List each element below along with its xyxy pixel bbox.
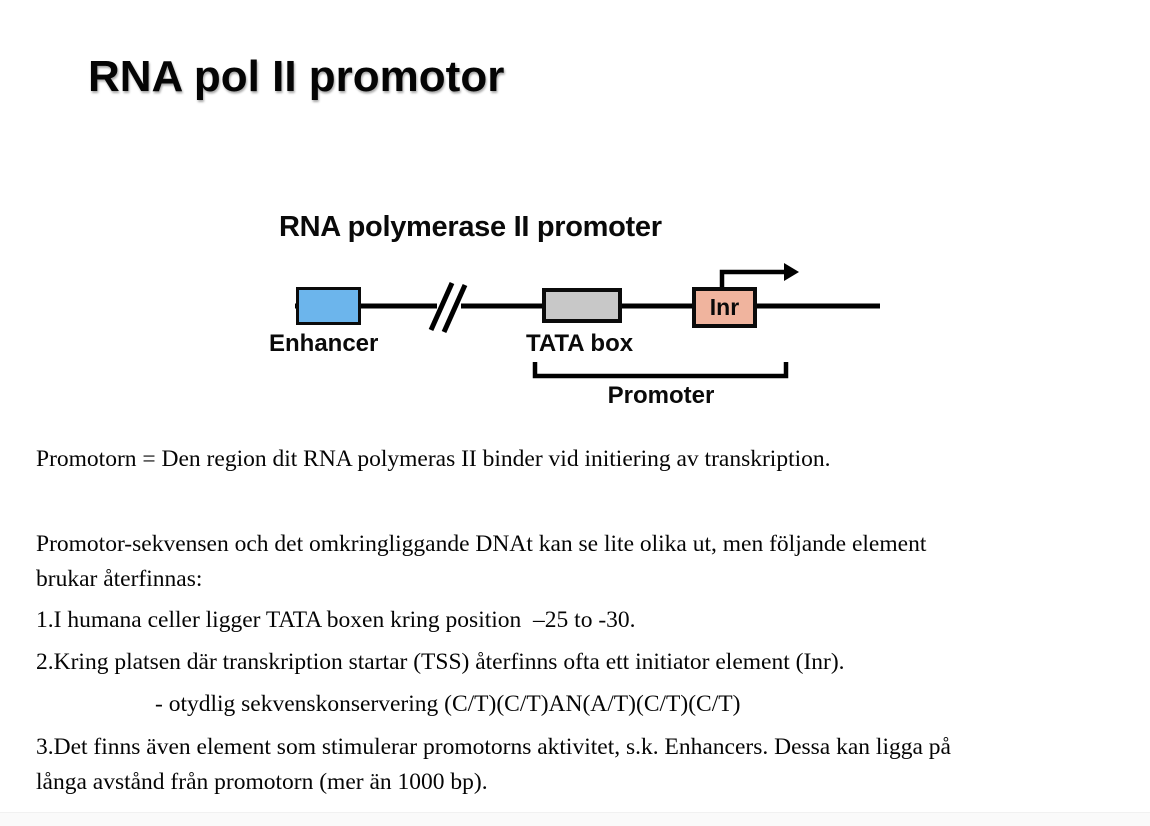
list-item-2-subnote: - otydlig sekvenskonservering (C/T)(C/T)AN(A/T)(C/T)(C/T) xyxy=(155,691,741,717)
list-item-3-line1: 3.Det finns även element som stimulerar promotorns aktivitet, s.k. Enhancers. Dessa kan ligga på xyxy=(36,734,951,760)
break-slash-2 xyxy=(444,285,465,332)
inr-box xyxy=(692,287,757,328)
bottom-strip xyxy=(0,812,1150,826)
diagram-title: RNA polymerase II promoter xyxy=(279,211,662,243)
promoter-label: Promoter xyxy=(607,382,715,409)
tata-box xyxy=(542,288,622,323)
promoter-bracket xyxy=(535,362,786,376)
break-slash-1 xyxy=(431,283,452,330)
intro-text-line1: Promotor-sekvensen och det omkringliggande DNAt kan se lite olika ut, men följande element xyxy=(36,531,927,557)
promoter-definition-text: Promotorn = Den region dit RNA polymeras II binder vid initiering av transkription. xyxy=(36,446,831,472)
intro-text-line2: brukar återfinnas: xyxy=(36,566,203,592)
tata-box-label: TATA box xyxy=(526,330,634,357)
page-title: RNA pol II promotor xyxy=(88,52,505,101)
list-item-2: 2.Kring platsen där transkription startar (TSS) återfinns ofta ett initiator element (Inr). xyxy=(36,649,845,675)
inr-box-label: Inr xyxy=(709,294,740,320)
enhancer-label: Enhancer xyxy=(269,330,379,357)
transcription-arrowhead xyxy=(784,263,799,281)
list-item-1: 1.I humana celler ligger TATA boxen kring position –25 to -30. xyxy=(36,607,636,633)
list-item-3-line2: långa avstånd från promotorn (mer än 1000 bp). xyxy=(36,769,488,795)
enhancer-box xyxy=(296,287,361,325)
